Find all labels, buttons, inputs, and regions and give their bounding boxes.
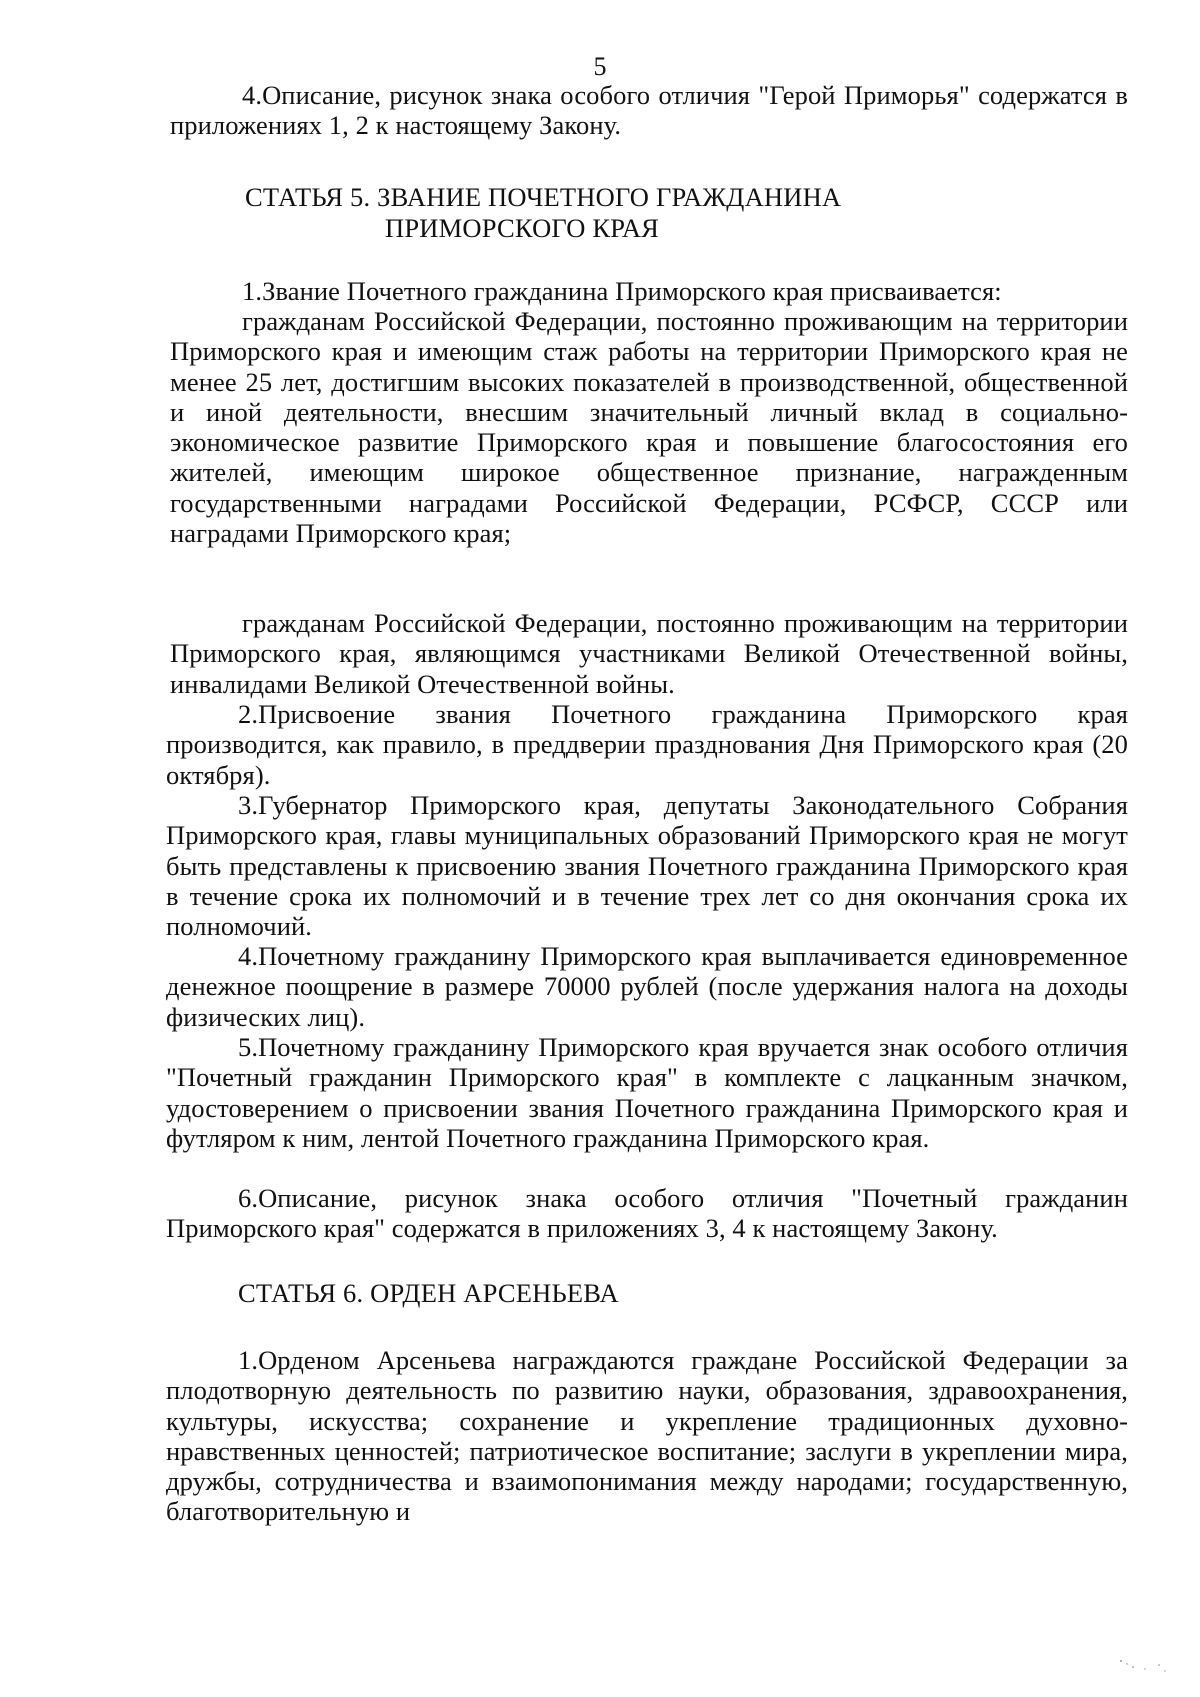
- article-5-paragraph-5: 5.Почетному гражданину Приморского края вручается знак особого отличия "Почетный гражданин Приморского края" в комплекте с лацканным значком, удостоверением о присвоении звания Почетного гражданина Приморского края и футляром к ним, лентой Почетного гражданина Приморского края.: [166, 1032, 1128, 1153]
- article-5-paragraph-1: 1.Звание Почетного гражданина Приморского края присваивается:: [242, 276, 1002, 306]
- article-5-paragraph-2: 2.Присвоение звания Почетного гражданина Приморского края производится, как правило, в преддверии празднования Дня Приморского края (20 октября).: [166, 699, 1128, 790]
- top-paragraph: 4.Описание, рисунок знака особого отличия "Герой Приморья" содержатся в приложениях 1, 2 к настоящему Закону.: [170, 80, 1128, 141]
- scan-artifact-marks: [1115, 1655, 1175, 1679]
- article-6-heading: СТАТЬЯ 6. ОРДЕН АРСЕНЬЕВА: [238, 1278, 619, 1308]
- article-5-paragraph-1b: гражданам Российской Федерации, постоянно проживающим на территории Приморского края, являющимся участниками Великой Отечественной войны, инвалидами Великой Отечественной войны.: [170, 608, 1128, 699]
- page-number: 5: [593, 52, 607, 81]
- article-5-paragraph-1a: гражданам Российской Федерации, постоянно проживающим на территории Приморского края и имеющим стаж работы на территории Приморского края не менее 25 лет, достигшим высоких показателей в производственной, общественной и иной деятельности, внесшим значительный личный вклад в социально-экономическое развитие Приморского края и повышение благосостояния его жителей, имеющим широкое общественное признание, награжденным государственными наградами Российской Федерации, РСФСР, СССР или наградами Приморского края;: [170, 306, 1128, 549]
- article-5-paragraph-3: 3.Губернатор Приморского края, депутаты Законодательного Собрания Приморского края, главы муниципальных образований Приморского края не могут быть представлены к присвоению звания Почетного гражданина Приморского края в течение срока их полномочий и в течение трех лет со дня окончания срока их полномочий.: [166, 790, 1128, 942]
- article-5-paragraph-6: 6.Описание, рисунок знака особого отличия "Почетный гражданин Приморского края" содержатся в приложениях 3, 4 к настоящему Закону.: [166, 1183, 1128, 1244]
- article-5-heading-line1: СТАТЬЯ 5. ЗВАНИЕ ПОЧЕТНОГО ГРАЖДАНИНА: [245, 182, 842, 212]
- article-5-heading: [245, 182, 1045, 244]
- article-5-paragraph-4: 4.Почетному гражданину Приморского края выплачивается единовременное денежное поощрение в размере 70000 рублей (после удержания налога на доходы физических лиц).: [166, 941, 1128, 1032]
- article-5-heading-line2: ПРИМОРСКОГО КРАЯ: [385, 213, 660, 243]
- article-6-paragraph-1: 1.Орденом Арсеньева награждаются граждане Российской Федерации за плодотворную деятельность по развитию науки, образования, здравоохранения, культуры, искусства; сохранение и укрепление традиционных духовно-нравственных ценностей; патриотическое воспитание; заслуги в укреплении мира, дружбы, сотрудничества и взаимопонимания между народами; государственную, благотворительную и: [166, 1345, 1128, 1527]
